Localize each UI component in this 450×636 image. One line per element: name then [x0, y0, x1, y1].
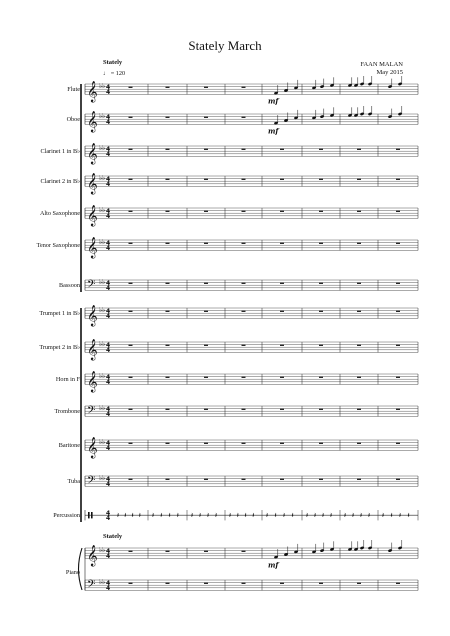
- whole-rest: [319, 179, 323, 180]
- whole-rest: [242, 179, 246, 180]
- time-signature-bottom: 4: [106, 89, 111, 97]
- whole-rest: [396, 243, 400, 244]
- whole-rest: [204, 87, 208, 88]
- time-signature-top: 4: [106, 475, 111, 483]
- time-signature-top: 4: [106, 145, 111, 153]
- time-signature-top: 4: [106, 307, 111, 315]
- rest-icon: 𝄽: [266, 511, 269, 520]
- treble-clef-icon: 𝄞: [87, 237, 98, 259]
- instrument-label: Alto Saxophone: [39, 210, 80, 217]
- whole-rest: [166, 283, 170, 284]
- whole-rest: [166, 409, 170, 410]
- time-signature-top: 4: [106, 175, 111, 183]
- bass-clef-icon: 𝄢: [87, 278, 96, 294]
- whole-rest: [166, 243, 170, 244]
- time-signature-top: 4: [106, 279, 111, 287]
- time-signature-bottom: 4: [106, 245, 111, 253]
- whole-rest: [280, 583, 284, 584]
- rest-icon: 𝄽: [407, 511, 410, 520]
- whole-rest: [357, 479, 361, 480]
- whole-rest: [396, 443, 400, 444]
- flat-icon: ♭: [99, 474, 103, 483]
- whole-rest: [280, 149, 284, 150]
- time-signature-bottom: 4: [106, 553, 111, 561]
- rest-icon: 𝄽: [274, 511, 277, 520]
- rest-icon: 𝄽: [382, 511, 385, 520]
- whole-rest: [204, 149, 208, 150]
- dynamic-mf: mf: [268, 126, 279, 136]
- whole-rest: [396, 409, 400, 410]
- instrument-label: Percussion: [53, 512, 80, 519]
- whole-rest: [357, 211, 361, 212]
- whole-rest: [396, 283, 400, 284]
- whole-rest: [129, 345, 133, 346]
- whole-rest: [280, 311, 284, 312]
- score-title: Stately March: [188, 38, 262, 53]
- time-signature-bottom: 4: [106, 411, 111, 419]
- instrument-label: Trumpet 1 in B♭: [39, 310, 80, 317]
- flat-icon: ♭: [99, 578, 103, 587]
- whole-rest: [166, 443, 170, 444]
- whole-rest: [129, 243, 133, 244]
- instrument-label: Oboe: [66, 116, 80, 123]
- flat-icon: ♭: [99, 174, 103, 183]
- whole-rest: [396, 211, 400, 212]
- whole-rest: [396, 179, 400, 180]
- whole-rest: [204, 479, 208, 480]
- whole-rest: [166, 311, 170, 312]
- flat-icon: ♭: [99, 278, 103, 287]
- whole-rest: [319, 283, 323, 284]
- rest-icon: 𝄽: [244, 511, 247, 520]
- whole-rest: [204, 243, 208, 244]
- rest-icon: 𝄽: [191, 511, 194, 520]
- treble-clef-icon: 𝄞: [87, 143, 98, 165]
- whole-rest: [204, 409, 208, 410]
- whole-rest: [129, 551, 133, 552]
- time-signature-bottom: 4: [106, 313, 111, 321]
- flat-icon: ♭: [99, 546, 103, 555]
- whole-rest: [396, 345, 400, 346]
- rest-icon: 𝄽: [199, 511, 202, 520]
- bass-clef-icon: 𝄢: [87, 474, 96, 490]
- rest-icon: 𝄽: [314, 511, 317, 520]
- instrument-label: Tenor Saxophone: [36, 242, 80, 249]
- time-signature-bottom: 4: [106, 481, 111, 489]
- whole-rest: [166, 149, 170, 150]
- time-signature-top: 4: [106, 207, 111, 215]
- whole-rest: [357, 243, 361, 244]
- whole-rest: [280, 179, 284, 180]
- time-signature-top: 4: [106, 439, 111, 447]
- whole-rest: [204, 583, 208, 584]
- whole-rest: [357, 283, 361, 284]
- time-signature-top: 4: [106, 83, 111, 91]
- whole-rest: [357, 583, 361, 584]
- whole-rest: [166, 551, 170, 552]
- flat-icon: ♭: [99, 372, 103, 381]
- instrument-label-piano: Piano: [65, 569, 80, 576]
- piano-brace: [79, 548, 83, 590]
- rest-icon: 𝄽: [352, 511, 355, 520]
- whole-rest: [129, 583, 133, 584]
- whole-rest: [129, 211, 133, 212]
- rest-icon: 𝄽: [322, 511, 325, 520]
- time-signature-bottom: 4: [106, 515, 111, 523]
- flat-icon: ♭: [99, 306, 103, 315]
- whole-rest: [204, 179, 208, 180]
- metronome-mark: ♩ = 120: [103, 70, 126, 77]
- whole-rest: [166, 179, 170, 180]
- rest-icon: 𝄽: [283, 511, 286, 520]
- whole-rest: [242, 479, 246, 480]
- time-signature-bottom: 4: [106, 445, 111, 453]
- whole-rest: [166, 583, 170, 584]
- flat-icon: ♭: [99, 238, 103, 247]
- treble-clef-icon: 𝄞: [87, 81, 98, 103]
- whole-rest: [319, 443, 323, 444]
- time-signature-top: 4: [106, 509, 111, 517]
- instrument-label: Horn in F: [55, 376, 80, 383]
- whole-rest: [319, 311, 323, 312]
- dynamic-mf: mf: [268, 560, 279, 570]
- whole-rest: [396, 479, 400, 480]
- whole-rest: [166, 117, 170, 118]
- flat-icon: ♭: [99, 340, 103, 349]
- whole-rest: [242, 243, 246, 244]
- whole-rest: [129, 409, 133, 410]
- whole-rest: [396, 583, 400, 584]
- whole-rest: [129, 283, 133, 284]
- time-signature-bottom: 4: [106, 585, 111, 593]
- whole-rest: [319, 479, 323, 480]
- whole-rest: [280, 283, 284, 284]
- whole-rest: [280, 409, 284, 410]
- instrument-label: Trumpet 2 in B♭: [39, 344, 80, 351]
- treble-clef-icon: 𝄞: [87, 305, 98, 327]
- whole-rest: [242, 345, 246, 346]
- rest-icon: 𝄽: [138, 511, 141, 520]
- whole-rest: [319, 377, 323, 378]
- rest-icon: 𝄽: [131, 511, 134, 520]
- time-signature-top: 4: [106, 373, 111, 381]
- composer-name: FAAN MALAN: [360, 61, 403, 68]
- rest-icon: 𝄽: [399, 511, 402, 520]
- whole-rest: [129, 87, 133, 88]
- whole-rest: [242, 211, 246, 212]
- rest-icon: 𝄽: [168, 511, 171, 520]
- whole-rest: [204, 551, 208, 552]
- whole-rest: [204, 377, 208, 378]
- flat-icon: ♭: [102, 438, 106, 447]
- time-signature-top: 4: [106, 239, 111, 247]
- whole-rest: [242, 377, 246, 378]
- rest-icon: 𝄽: [390, 511, 393, 520]
- instrument-label: Clarinet 1 in B♭: [40, 148, 80, 155]
- whole-rest: [357, 179, 361, 180]
- whole-rest: [242, 87, 246, 88]
- whole-rest: [166, 211, 170, 212]
- dynamic-mf: mf: [268, 96, 279, 106]
- time-signature-bottom: 4: [106, 119, 111, 127]
- whole-rest: [204, 311, 208, 312]
- flat-icon: ♭: [102, 278, 106, 287]
- whole-rest: [129, 149, 133, 150]
- flat-icon: ♭: [102, 238, 106, 247]
- percussion-clef-icon: [91, 512, 93, 518]
- flat-icon: ♭: [99, 404, 103, 413]
- treble-clef-icon: 𝄞: [87, 111, 98, 133]
- whole-rest: [280, 345, 284, 346]
- whole-rest: [204, 443, 208, 444]
- flat-icon: ♭: [99, 82, 103, 91]
- whole-rest: [129, 443, 133, 444]
- rest-icon: 𝄽: [252, 511, 255, 520]
- rest-icon: 𝄽: [291, 511, 294, 520]
- flat-icon: ♭: [102, 306, 106, 315]
- flat-icon: ♭: [102, 174, 106, 183]
- rest-icon: 𝄽: [229, 511, 232, 520]
- flat-icon: ♭: [99, 144, 103, 153]
- treble-clef-icon: 𝄞: [87, 545, 98, 567]
- whole-rest: [357, 149, 361, 150]
- instrument-label: Baritone: [58, 442, 80, 449]
- flat-icon: ♭: [99, 438, 103, 447]
- whole-rest: [357, 377, 361, 378]
- whole-rest: [204, 345, 208, 346]
- whole-rest: [280, 443, 284, 444]
- whole-rest: [242, 443, 246, 444]
- percussion-clef-icon: [88, 512, 90, 518]
- rest-icon: 𝄽: [368, 511, 371, 520]
- whole-rest: [396, 149, 400, 150]
- whole-rest: [319, 409, 323, 410]
- whole-rest: [319, 211, 323, 212]
- flat-icon: ♭: [99, 112, 103, 121]
- time-signature-top: 4: [106, 547, 111, 555]
- whole-rest: [166, 479, 170, 480]
- treble-clef-icon: 𝄞: [87, 205, 98, 227]
- flat-icon: ♭: [102, 578, 106, 587]
- whole-rest: [166, 87, 170, 88]
- whole-rest: [280, 479, 284, 480]
- whole-rest: [242, 551, 246, 552]
- instrument-label: Trombone: [54, 408, 80, 415]
- rest-icon: 𝄽: [207, 511, 210, 520]
- rest-icon: 𝄽: [330, 511, 333, 520]
- whole-rest: [129, 479, 133, 480]
- flat-icon: ♭: [102, 372, 106, 381]
- rest-icon: 𝄽: [236, 511, 239, 520]
- whole-rest: [129, 179, 133, 180]
- whole-rest: [129, 311, 133, 312]
- whole-rest: [129, 117, 133, 118]
- whole-rest: [242, 283, 246, 284]
- whole-rest: [396, 377, 400, 378]
- whole-rest: [357, 311, 361, 312]
- piano-tempo-marking: Stately: [103, 533, 123, 540]
- flat-icon: ♭: [102, 546, 106, 555]
- whole-rest: [204, 283, 208, 284]
- whole-rest: [319, 583, 323, 584]
- composition-date: May 2015: [376, 69, 403, 76]
- rest-icon: 𝄽: [306, 511, 309, 520]
- treble-clef-icon: 𝄞: [87, 173, 98, 195]
- time-signature-bottom: 4: [106, 285, 111, 293]
- time-signature-bottom: 4: [106, 151, 111, 159]
- whole-rest: [396, 311, 400, 312]
- rest-icon: 𝄽: [360, 511, 363, 520]
- whole-rest: [129, 377, 133, 378]
- flat-icon: ♭: [102, 404, 106, 413]
- whole-rest: [319, 149, 323, 150]
- time-signature-top: 4: [106, 579, 111, 587]
- whole-rest: [242, 117, 246, 118]
- time-signature-top: 4: [106, 405, 111, 413]
- time-signature-bottom: 4: [106, 379, 111, 387]
- time-signature-bottom: 4: [106, 213, 111, 221]
- rest-icon: 𝄽: [215, 511, 218, 520]
- rest-icon: 𝄽: [160, 511, 163, 520]
- instrument-label: Flute: [67, 86, 80, 93]
- flat-icon: ♭: [102, 206, 106, 215]
- treble-clef-icon: 𝄞: [87, 437, 98, 459]
- rest-icon: 𝄽: [344, 511, 347, 520]
- tempo-marking: Stately: [103, 59, 123, 66]
- whole-rest: [280, 211, 284, 212]
- whole-rest: [280, 243, 284, 244]
- whole-rest: [280, 377, 284, 378]
- whole-rest: [242, 583, 246, 584]
- whole-rest: [242, 311, 246, 312]
- rest-icon: 𝄽: [152, 511, 155, 520]
- time-signature-top: 4: [106, 341, 111, 349]
- rest-icon: 𝄽: [124, 511, 127, 520]
- whole-rest: [319, 243, 323, 244]
- whole-rest: [204, 211, 208, 212]
- bass-clef-icon: 𝄢: [87, 404, 96, 420]
- rest-icon: 𝄽: [117, 511, 120, 520]
- time-signature-bottom: 4: [106, 181, 111, 189]
- whole-rest: [242, 409, 246, 410]
- whole-rest: [319, 345, 323, 346]
- flat-icon: ♭: [99, 206, 103, 215]
- time-signature-top: 4: [106, 113, 111, 121]
- flat-icon: ♭: [102, 340, 106, 349]
- whole-rest: [166, 377, 170, 378]
- flat-icon: ♭: [102, 474, 106, 483]
- treble-clef-icon: 𝄞: [87, 339, 98, 361]
- flat-icon: ♭: [102, 82, 106, 91]
- bass-clef-icon: 𝄢: [87, 578, 96, 594]
- treble-clef-icon: 𝄞: [87, 371, 98, 393]
- instrument-label: Clarinet 2 in B♭: [40, 178, 80, 185]
- whole-rest: [166, 345, 170, 346]
- flat-icon: ♭: [102, 144, 106, 153]
- instrument-label: Tuba: [67, 478, 80, 485]
- whole-rest: [357, 345, 361, 346]
- instrument-label: Bassoon: [59, 282, 80, 289]
- whole-rest: [357, 409, 361, 410]
- flat-icon: ♭: [102, 112, 106, 121]
- rest-icon: 𝄽: [176, 511, 179, 520]
- whole-rest: [357, 443, 361, 444]
- whole-rest: [204, 117, 208, 118]
- time-signature-bottom: 4: [106, 347, 111, 355]
- whole-rest: [242, 149, 246, 150]
